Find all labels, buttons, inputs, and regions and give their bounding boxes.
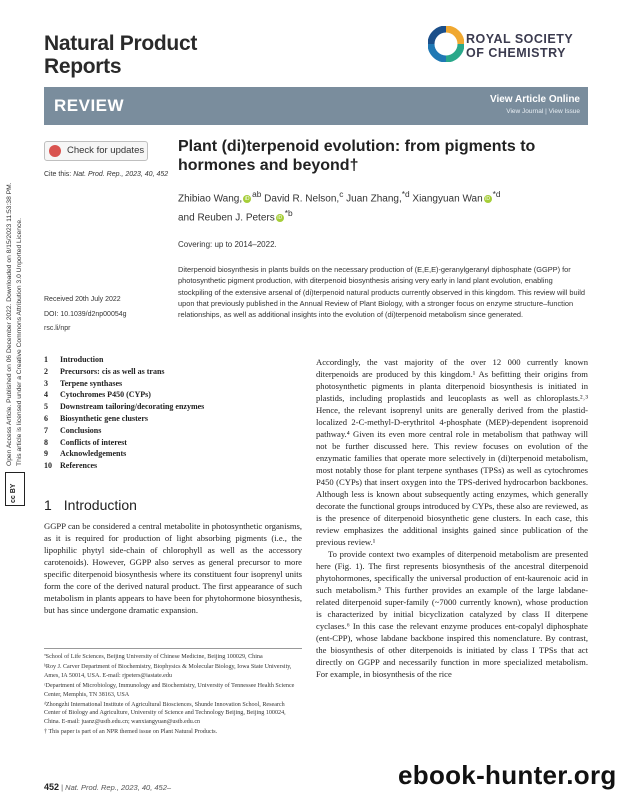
article-title: Plant (di)terpenoid evolution: from pigments to hormones and beyond†	[178, 138, 536, 174]
section-number: 1	[44, 497, 52, 513]
footnote: † This paper is part of an NPR themed issue on Plant Natural Products.	[44, 729, 218, 736]
right-column	[316, 356, 588, 680]
received-date: Received 20th July 2022	[44, 296, 121, 303]
abstract: Diterpenoid biosynthesis in plants builds on the necessary production of (E,E,E)-geranylgeranyl diphosphate (GGPP) for photosynthetic pigment production, with diterpenoid biosynthesis arising very early in land plant evolution, enabling stockpiling of the extensive arsenal of (di)terpenoid natural products currently observed in this kingdom. This review will build upon that previously published in the Annual Review of Plant Biology, with a stronger focus on enzyme structure–function relationships, as well as additional insights into the evolution of (di)terpenoid metabolism since generated.	[178, 265, 585, 320]
section-heading	[44, 497, 137, 513]
author-name: David R. Nelson,	[264, 193, 340, 205]
journal-site-link[interactable]: rsc.li/npr	[44, 325, 71, 333]
author-affil: *b	[284, 208, 293, 219]
orcid-icon[interactable]: iD	[277, 215, 283, 222]
toc-item[interactable]: 8 Conflicts of interest	[44, 437, 127, 447]
covering-period: Covering: up to 2014–2022.	[178, 240, 277, 249]
licence-line1: Open Access Article. Published on 06 December 2022. Downloaded on 8/15/2023 11:53:38 PM.	[6, 182, 13, 466]
paragraph: To provide context two examples of diterpenoid metabolism are presented here (Fig. 1). The first represents biosynthesis of the ancestral diterpenoid phytohormones, specifically the universal production of ent-kaurenoic acid in such metabolism.⁵ This further provides an example of the large labdane-related diterpenoid super-family (~7000 currently known), whose production is characterized by initial bicyclization catalyzed by class II diterpene cyclases.⁶ In this case the relevant enzyme produces ent-copalyl diphosphate (ent-CPP), whose labdane backbone inspired this nomenclature. By contrast, the biosynthesis of other diterpenoids is initiated by class I TPSs that act directly on GGPP and necessarily function in more specialized metabolism. For example, in biosynthesis of the rice	[316, 549, 588, 679]
view-journal-link[interactable]: View Journal	[506, 108, 544, 115]
view-article-online-link[interactable]: View Article Online	[489, 94, 580, 105]
cc-by-badge[interactable]	[5, 472, 25, 506]
author-name: Juan Zhang,	[346, 193, 402, 205]
view-links	[470, 108, 580, 115]
footnotes	[44, 653, 302, 739]
journal-name	[44, 32, 244, 78]
review-banner	[44, 87, 588, 125]
author-affil: ab	[252, 189, 262, 199]
toc-item[interactable]: 6 Biosynthetic gene clusters	[44, 413, 148, 423]
rsc-logo-icon	[428, 26, 464, 62]
author-affil: *d	[492, 189, 501, 199]
toc-item[interactable]: 7 Conclusions	[44, 425, 102, 435]
cite-label: Cite this:	[44, 171, 72, 178]
cite-value: Nat. Prod. Rep., 2023, 40, 452	[73, 171, 169, 178]
journal-name-line2: Reports	[44, 55, 122, 78]
publisher-name	[466, 32, 573, 60]
footnote: ᶜDepartment of Microbiology, Immunology and Biochemistry, University of Tennessee Health Science Center, Memphis, TN 38163, USA	[44, 683, 295, 698]
doi[interactable]: DOI: 10.1039/d2np00054g	[44, 310, 127, 318]
toc-item[interactable]: 4 Cytochromes P450 (CYPs)	[44, 390, 151, 400]
page-number: 452	[44, 782, 60, 792]
check-for-updates-label: Check for updates	[67, 145, 145, 156]
cc-badge-label: cc BY	[10, 483, 17, 503]
section-title: Introduction	[63, 497, 137, 513]
journal-name-line1: Natural Product	[44, 32, 198, 55]
link-separator: |	[543, 108, 549, 115]
footnote-divider	[44, 648, 302, 649]
watermark: ebook-hunter.org	[398, 760, 617, 790]
page-footer: 452 | Nat. Prod. Rep., 2023, 40, 452–	[44, 782, 172, 792]
toc-item[interactable]: 3 Terpene synthases	[44, 378, 123, 388]
author-affil: *d	[401, 189, 410, 199]
article-type-label: REVIEW	[54, 96, 125, 115]
author-name: and Reuben J. Peters	[178, 212, 275, 224]
author-affil: c	[339, 189, 344, 199]
toc-item[interactable]: 9 Acknowledgements	[44, 449, 127, 459]
received-info	[44, 293, 127, 337]
author-name: Xiangyuan Wan	[412, 193, 483, 205]
orcid-icon[interactable]: iD	[244, 195, 250, 202]
footnote: ᵈZhongzhi International Institute of Agricultural Biosciences, Shunde Innovation School, Research Center of Biology and Agriculture, University of Science and Technology Beijing, Beijing 100024, China. E-mail: juanz@ustb.edu.cn; wanxiangyuan@ustb.edu.cn	[44, 702, 286, 725]
check-updates-icon	[49, 145, 61, 157]
author-list	[178, 187, 568, 226]
footer-citation: Nat. Prod. Rep., 2023, 40, 452–	[65, 783, 172, 792]
footnote: ªSchool of Life Sciences, Beijing University of Chinese Medicine, Beijing 100029, China	[44, 654, 263, 660]
view-issue-link[interactable]: View Issue	[548, 108, 580, 115]
toc-item[interactable]: 1 Introduction	[44, 355, 104, 364]
intro-paragraph: GGPP can be considered a central metabolite in photosynthetic organisms, as it is required for production of light absorbing pigments (i.e., the lipophilic phytyl side-chain of chlorophyll as well as the accessory carotenoids). However, GGPP also serves as general precursor to more specific diterpenoid biosynthesis where its constituent four isoprenyl units form the core of the derived natural product. The first appearance of such metabolism in plants appears to have been for phytohormone biosynthesis, but has since undergone dramatic expansion.	[44, 521, 302, 615]
author-name: Zhibiao Wang,	[178, 193, 243, 205]
paragraph: Accordingly, the vast majority of the over 12 000 currently known diterpenoids are produced by this kingdom.¹ As befitting their origins from photosynthetic pigments in planta diterpenoid biosynthesis is initiated in plastids, including proplastids and leucoplasts as well as chloroplasts.²˒³ Hence, the relevant isoprenyl units are generally derived from the plastid-localized 2-C-methyl-D-erythritol 4-phosphate (MEP)-dependent isoprenoid pathway.⁴ Given its even more central role in metabolism that pathway will not be further discussed here. This review focuses on evolution of the enzymatic families that operate more selectively in (di)terpenoid metabolism, most notably those for plant terpene synthases (TPSs) as well as cytochromes P450 (CYPs) that insert oxygen into the TPS-derived hydrocarbon backbones. Although less is known about subsequently acting enzymes, which generally decorate the functional groups introduced by CYPs, these also are reviewed, as is the presence of diterpenoid biosynthetic gene clusters. In each case, this review emphasizes the additional insights gained since publication of the previous review.¹	[316, 357, 588, 547]
publisher-line1: ROYAL SOCIETY	[466, 32, 574, 46]
footnote: ᵇRoy J. Carver Department of Biochemistry, Biophysics & Molecular Biology, Iowa State University, Ames, IA 50014, USA. E-mail: rjpeters@iastate.edu	[44, 664, 292, 679]
toc-item[interactable]: 5 Downstream tailoring/decorating enzymes	[44, 402, 205, 412]
publisher-line2: OF CHEMISTRY	[466, 46, 566, 60]
orcid-icon[interactable]: iD	[485, 195, 490, 202]
licence-line2[interactable]: This article is licensed under a Creative Commons Attribution 3.0 Unported Licence.	[16, 218, 23, 466]
toc-item[interactable]: 2 Precursors: cis as well as trans	[44, 366, 165, 376]
cite-this	[44, 171, 168, 178]
toc-item[interactable]: 10 References	[44, 461, 98, 471]
table-of-contents	[44, 354, 204, 472]
